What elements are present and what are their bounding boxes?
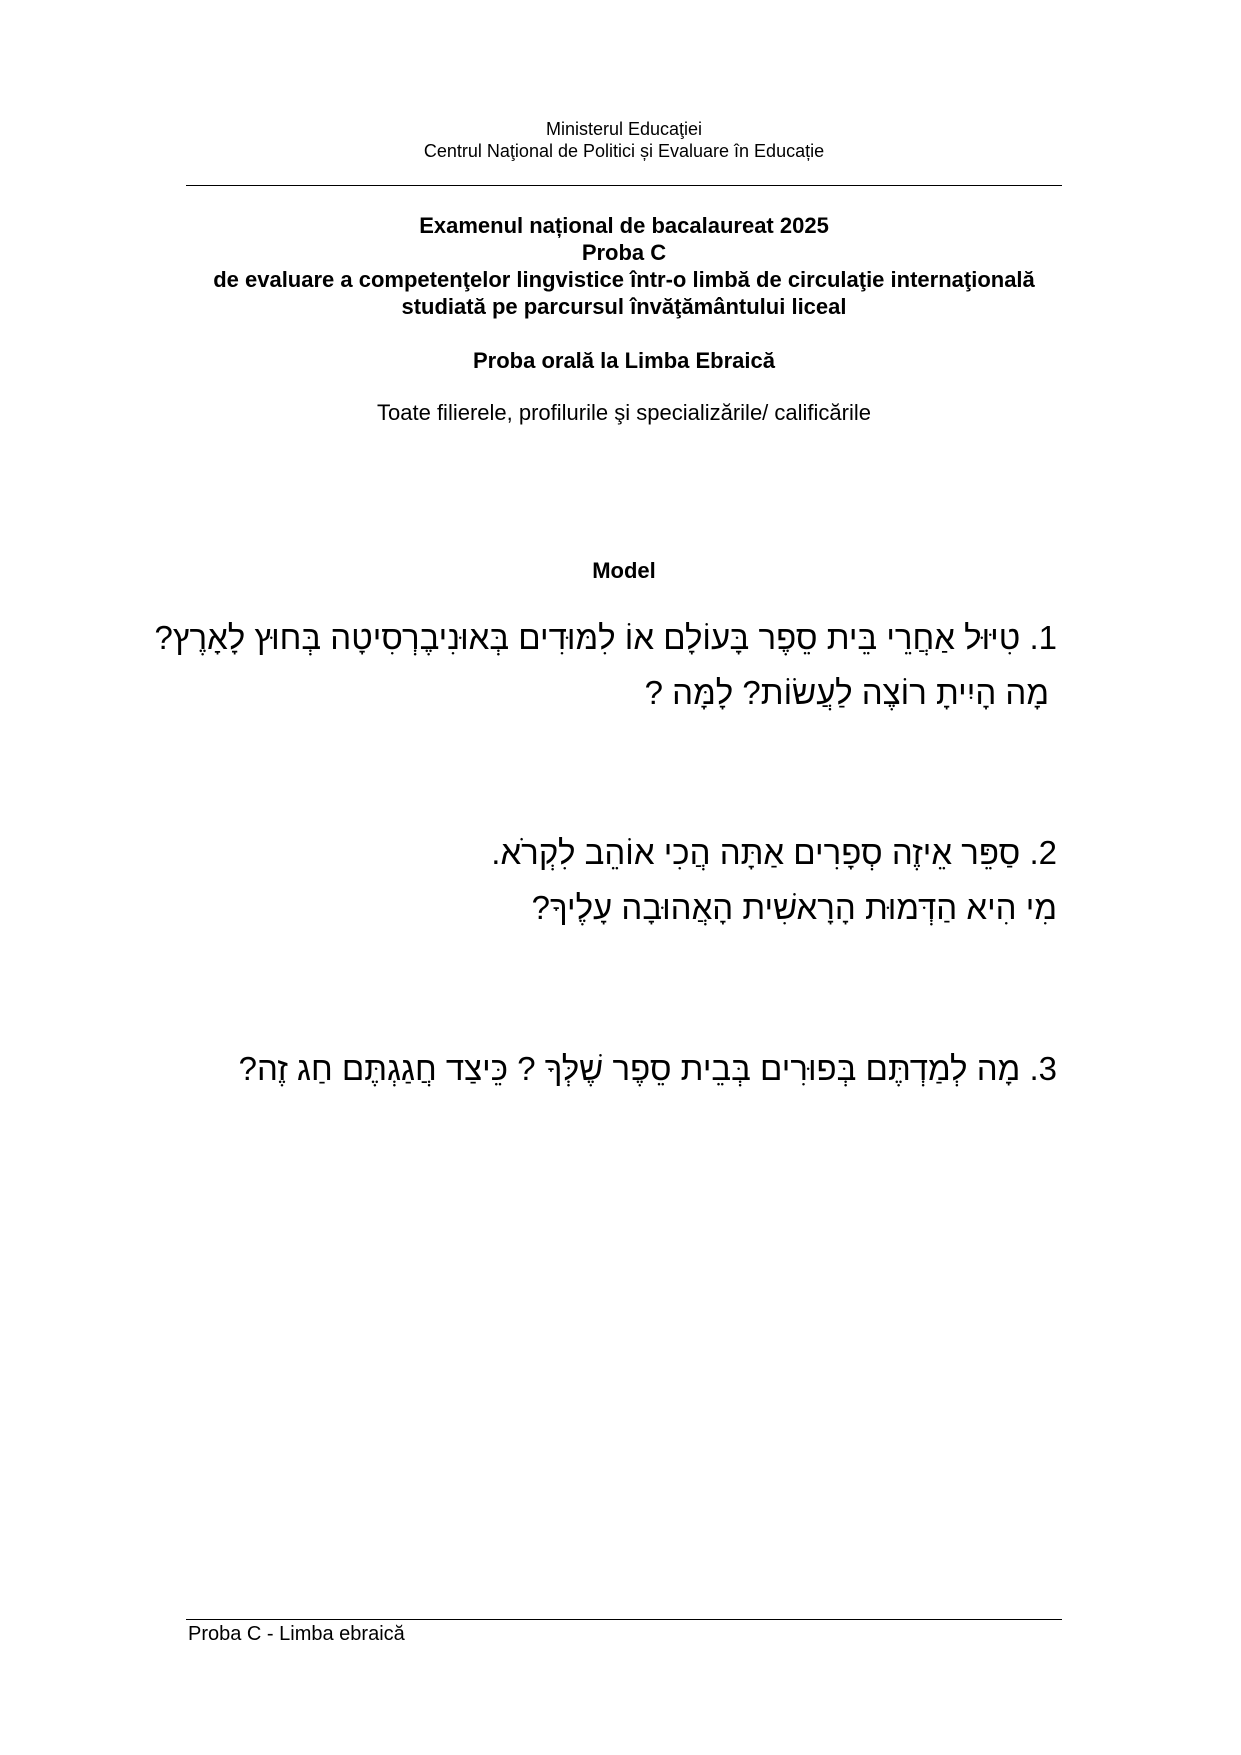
question-1-line-2: מָה הָיִיתָ רוֹצֶה לַעֲשׂוֹת? לָמָּה ? [644, 674, 1049, 711]
exam-specializations: Toate filierele, profilurile şi specializările/ calificările [377, 400, 871, 425]
footer-divider [186, 1619, 1062, 1620]
exam-title-line-3: de evaluare a competenţelor lingvistice într-o limbă de circulaţie internaţională [213, 267, 1035, 292]
question-2-line-1: 2. סַפֵּר אֵיזֶה סְפָרִים אַתָּה הֲכִי אוֹהֵב לִקְרֹא. [491, 834, 1057, 871]
question-2 [157, 833, 1057, 928]
exam-title [140, 212, 1108, 320]
header-divider [186, 185, 1062, 186]
page-footer: Proba C - Limba ebraică [188, 1623, 405, 1645]
question-2-line-2: מִי הִיא הַדְּמוּת הָרָאשִׁית הָאֲהוּבָה עָלֶיךָ? [531, 889, 1057, 926]
exam-title-line-2: Proba C [581, 240, 667, 265]
center-name: Centrul Naţional de Politici și Evaluare în Educație [423, 141, 825, 161]
ministry-name: Ministerul Educaţiei [545, 119, 703, 139]
question-1-line-1: 1. טִיּוּל אַחֲרֵי בֵּית סֵפֶר בָּעוֹלָם אוֹ לִמּוּדִים בְּאוּנִיבֶרְסִיטָה בְּחוּץ לָאָרֶץ? [154, 619, 1057, 656]
exam-title-line-4: studiată pe parcursul învăţământului liceal [401, 294, 847, 319]
question-1 [154, 618, 1057, 713]
question-3 [157, 1049, 1057, 1089]
exam-title-line-1: Examenul național de bacalaureat 2025 [419, 213, 829, 238]
page-header [186, 118, 1062, 162]
exam-subject: Proba orală la Limba Ebraică [472, 348, 775, 373]
model-label: Model [592, 558, 656, 583]
question-3-line-1: 3. מָה לְמַדְתֶּם בְּפוּרִים בְּבֵית סֵפֶר שֶׁלְּךָ ? כֵּיצַד חֲגַגְתֶּם חַג זֶה? [238, 1050, 1057, 1087]
